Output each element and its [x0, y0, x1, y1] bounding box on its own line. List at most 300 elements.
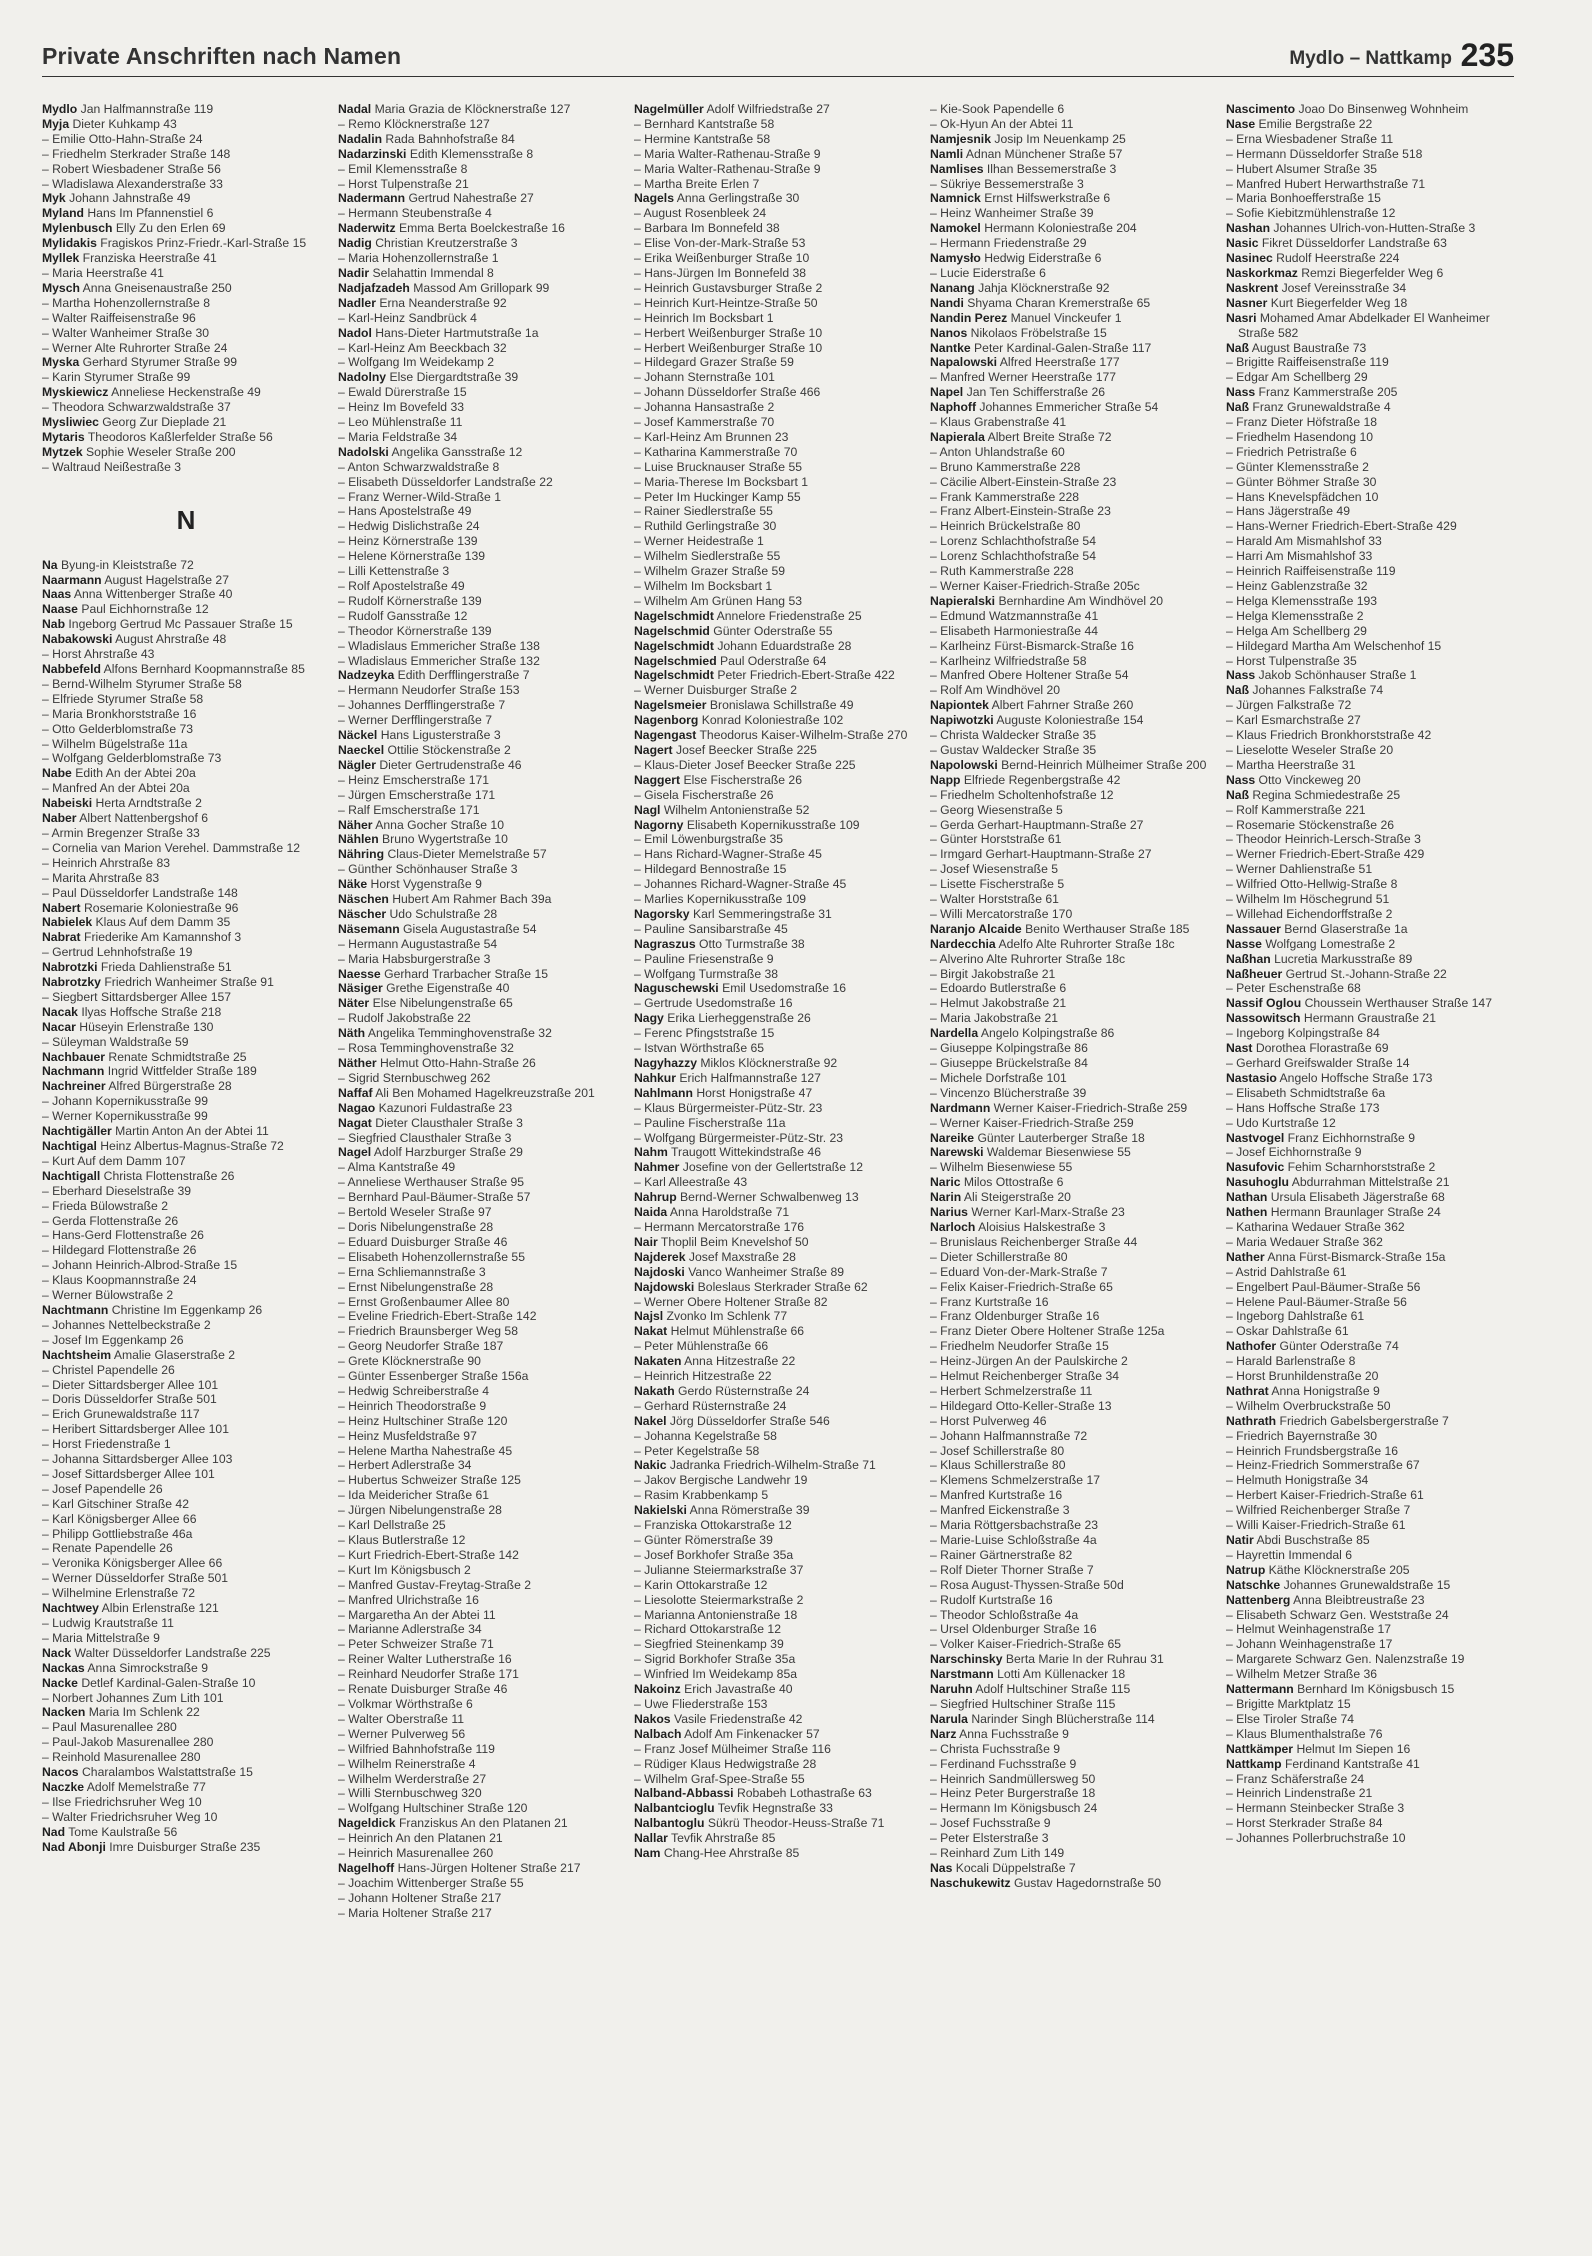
entry-details: – Manfred Ulrichstraße 16	[338, 1592, 479, 1607]
entry-details: – Friedhelm Hasendong 10	[1226, 429, 1374, 444]
entry-details: – Ingeborg Dahlstraße 61	[1226, 1309, 1365, 1324]
entry-details: – Kurt Friedrich-Ebert-Straße 142	[338, 1547, 519, 1562]
entry-details: – Heinrich Theodorstraße 9	[338, 1398, 487, 1413]
directory-entry	[1226, 1473, 1514, 1488]
entry-details: – Giuseppe Kolpingstraße 86	[930, 1041, 1088, 1056]
entry-details: – Wilhelm Bügelstraße 11a	[42, 736, 188, 751]
entry-details: Grethe Eigenstraße 40	[386, 981, 510, 996]
directory-entry	[42, 162, 330, 177]
entry-surname: Myk	[42, 191, 66, 206]
directory-entry	[1226, 1160, 1514, 1175]
directory-entry	[930, 773, 1218, 788]
entry-details: Elly Zu den Erlen 69	[115, 221, 226, 236]
directory-entry	[1226, 698, 1514, 713]
entry-details: – Elisabeth Schwarz Gen. Weststraße 24	[1226, 1607, 1449, 1622]
directory-entry	[634, 1220, 922, 1235]
directory-entry	[634, 1503, 922, 1518]
entry-surname: Nanang	[930, 280, 975, 295]
directory-entry	[634, 1652, 922, 1667]
directory-entry	[1226, 1235, 1514, 1250]
directory-entry	[634, 1578, 922, 1593]
entry-surname: Nakoinz	[634, 1682, 681, 1697]
entry-surname: Najderek	[634, 1249, 686, 1264]
entry-details: Udo Schulstraße 28	[389, 906, 498, 921]
entry-details: – Eveline Friedrich-Ebert-Straße 142	[338, 1309, 537, 1324]
entry-details: – Werner Kaiser-Friedrich-Straße 259	[930, 1115, 1134, 1130]
entry-surname: Nathofer	[1226, 1339, 1277, 1354]
directory-entry	[42, 266, 330, 281]
entry-details: – Karl Gitschiner Straße 42	[42, 1496, 189, 1511]
entry-surname: Nam	[634, 1846, 661, 1861]
directory-entry	[634, 177, 922, 192]
directory-entry	[338, 1667, 626, 1682]
entry-surname: Näckel	[338, 728, 378, 743]
directory-entry	[634, 862, 922, 877]
entry-surname: Nagelschmidt	[634, 608, 714, 623]
entry-details: – Manfred Hubert Herwarthstraße 71	[1226, 176, 1426, 191]
entry-details: – Hans Knevelspfädchen 10	[1226, 489, 1379, 504]
entry-details: Gerhard Styrumer Straße 99	[82, 355, 238, 370]
directory-entry	[1226, 1220, 1514, 1235]
entry-details: – Luise Brucknauser Straße 55	[634, 459, 803, 474]
directory-entry	[338, 1891, 626, 1906]
entry-surname: Nabert	[42, 900, 81, 915]
directory-entry	[634, 743, 922, 758]
entry-details: – Gerhard Greifswalder Straße 14	[1226, 1056, 1410, 1070]
directory-entry	[634, 102, 922, 117]
entry-details: – Franz Dieter Höfstraße 18	[1226, 415, 1378, 430]
directory-entry	[338, 1682, 626, 1697]
entry-details: – Hans Jägerstraße 49	[1226, 504, 1350, 519]
directory-entry	[634, 236, 922, 251]
entry-details: Johannes Grunewaldstraße 15	[1283, 1577, 1451, 1592]
directory-entry	[1226, 818, 1514, 833]
entry-surname: Nassauer	[1226, 921, 1281, 936]
entry-details: – Cäcilie Albert-Einstein-Straße 23	[930, 474, 1117, 489]
directory-entry	[42, 796, 330, 811]
directory-entry	[42, 587, 330, 602]
entry-details: Theodoros Kaßlerfelder Straße 56	[87, 429, 273, 444]
entry-surname: Namokel	[930, 221, 981, 236]
directory-entry	[930, 1876, 1218, 1891]
directory-entry	[42, 1064, 330, 1079]
directory-entry	[42, 1258, 330, 1273]
directory-entry	[634, 1816, 922, 1831]
directory-entry	[42, 430, 330, 445]
directory-entry	[42, 915, 330, 930]
entry-details: – Helga Klemensstraße 193	[1226, 593, 1378, 608]
entry-details: Choussein Werthauser Straße 147	[1304, 996, 1492, 1011]
directory-entry	[1226, 1414, 1514, 1429]
entry-details: – Friedhelm Neudorfer Straße 15	[930, 1339, 1109, 1354]
directory-entry	[930, 1265, 1218, 1280]
directory-entry	[930, 1831, 1218, 1846]
directory-entry	[338, 221, 626, 236]
entry-details: – Rolf Am Windhövel 20	[930, 683, 1061, 698]
directory-entry	[1226, 1608, 1514, 1623]
entry-details: Albert Breite Straße 72	[987, 429, 1112, 444]
directory-entry	[42, 1214, 330, 1229]
entry-details: Tevfik Hegnstraße 33	[717, 1801, 833, 1816]
entry-details: – Alverino Alte Ruhrorter Straße 18c	[930, 951, 1126, 966]
entry-details: – Veronika Königsberger Allee 66	[42, 1556, 223, 1571]
entry-details: – Siegfried Hultschiner Straße 115	[930, 1696, 1116, 1711]
entry-surname: Nalbantcioglu	[634, 1801, 715, 1816]
entry-details: Albert Nattenbergshof 6	[79, 811, 208, 826]
directory-entry	[42, 1720, 330, 1735]
entry-details: – Harald Barlenstraße 8	[1226, 1354, 1356, 1369]
directory-entry	[42, 841, 330, 856]
entry-details: – Franz Albert-Einstein-Straße 23	[930, 504, 1111, 519]
entry-details: – Philipp Gottliebstraße 46a	[42, 1526, 193, 1541]
entry-details: – Hermine Kantstraße 58	[634, 131, 771, 146]
entry-surname: Nagelsmeier	[634, 698, 707, 713]
entry-surname: Naeckel	[338, 742, 385, 757]
entry-details: Rudolf Heerstraße 224	[1276, 251, 1400, 266]
entry-details: – Ursel Oldenburger Straße 16	[930, 1622, 1097, 1637]
entry-details: – Willehad Eichendorffstraße 2	[1226, 906, 1393, 921]
entry-details: Friederike Am Kamannshof 3	[84, 930, 242, 945]
entry-details: – Josef Borkhofer Straße 35a	[634, 1547, 794, 1562]
entry-surname: Naczke	[42, 1779, 85, 1794]
directory-entry	[634, 698, 922, 713]
directory-entry	[42, 573, 330, 588]
entry-details: – Maria Heerstraße 41	[42, 265, 164, 280]
entry-details: – Horst Brunhildenstraße 20	[1226, 1369, 1379, 1384]
entry-details: Anna Wittenberger Straße 40	[73, 587, 233, 602]
directory-entry	[42, 1840, 330, 1855]
directory-entry	[338, 1324, 626, 1339]
entry-surname: Nasse	[1226, 936, 1262, 951]
directory-entry	[1226, 654, 1514, 669]
entry-details: – Sofie Kiebitzmühlenstraße 12	[1226, 206, 1396, 221]
entry-details: Alfons Bernhard Koopmannstraße 85	[103, 662, 305, 676]
directory-entry	[930, 698, 1218, 713]
directory-entry	[338, 400, 626, 415]
directory-entry	[338, 1250, 626, 1265]
entry-details: – Kie-Sook Papendelle 6	[930, 102, 1065, 116]
entry-details: Chang-Hee Ahrstraße 85	[663, 1846, 800, 1861]
entry-details: Gerdo Rüsternstraße 24	[678, 1383, 810, 1398]
directory-entry	[42, 1228, 330, 1243]
directory-entry	[338, 251, 626, 266]
entry-surname: Najdowski	[634, 1279, 695, 1294]
directory-entry	[42, 1437, 330, 1452]
entry-details: – Hildegard Otto-Keller-Straße 13	[930, 1398, 1112, 1413]
entry-details: Albert Fahrner Straße 260	[991, 698, 1134, 713]
directory-entry	[338, 1131, 626, 1146]
entry-details: Friedrich Gabelsbergerstraße 7	[1279, 1413, 1449, 1428]
directory-entry	[338, 415, 626, 430]
entry-details: Fragiskos Prinz-Friedr.-Karl-Straße 15	[100, 236, 307, 251]
entry-details: – Elise Von-der-Mark-Straße 53	[634, 236, 806, 251]
entry-details: – Wilhelmine Erlenstraße 72	[42, 1586, 196, 1601]
entry-details: – Elisabeth Düsseldorfer Landstraße 22	[338, 474, 553, 489]
entry-details: – Klaus Koopmannstraße 24	[42, 1273, 197, 1288]
directory-entry	[930, 147, 1218, 162]
entry-details: Johannes Emmericher Straße 54	[979, 400, 1159, 415]
entry-surname: Nachtwey	[42, 1601, 99, 1616]
entry-details: – Peter Schweizer Straße 71	[338, 1637, 494, 1652]
entry-surname: Nagelschmidt	[634, 638, 714, 653]
directory-entry	[634, 1637, 922, 1652]
entry-details: – Johann Kopernikusstraße 99	[42, 1094, 208, 1109]
directory-entry	[338, 1816, 626, 1831]
entry-details: Kazunori Fuldastraße 23	[378, 1100, 513, 1115]
directory-entry	[930, 668, 1218, 683]
entry-surname: Nakat	[634, 1324, 668, 1339]
entry-details: Vanco Wanheimer Straße 89	[688, 1264, 845, 1279]
directory-entry	[42, 1422, 330, 1437]
entry-details: – Hildegard Grazer Straße 59	[634, 355, 794, 370]
entry-details: – Marie-Luise Schloßstraße 4a	[930, 1533, 1097, 1547]
entry-details: Lotti Am Küllenacker 18	[997, 1667, 1126, 1682]
entry-details: Ottilie Stöckenstraße 2	[387, 742, 511, 757]
directory-entry	[338, 818, 626, 833]
entry-surname: Nachtigal	[42, 1139, 97, 1153]
entry-details: – Theodor Schloßstraße 4a	[930, 1607, 1079, 1622]
directory-entry	[634, 579, 922, 594]
entry-details: – Heinz Im Bovefeld 33	[338, 400, 465, 415]
entry-surname: Nagel	[338, 1145, 372, 1160]
entry-details: Walter Düsseldorfer Landstraße 225	[74, 1645, 271, 1660]
entry-details: – Hans Hoffsche Straße 173	[1226, 1100, 1380, 1115]
directory-entry	[338, 1831, 626, 1846]
directory-entry	[338, 1593, 626, 1608]
directory-entry	[42, 1452, 330, 1467]
directory-entry	[42, 460, 330, 475]
entry-details: – Michele Dorfstraße 101	[930, 1070, 1067, 1085]
entry-details: Otto Turmstraße 38	[699, 936, 805, 951]
entry-details: – Walter Raiffeisenstraße 96	[42, 310, 196, 325]
entry-surname: Natir	[1226, 1533, 1254, 1547]
entry-details: – Doris Nibelungenstraße 28	[338, 1219, 494, 1234]
directory-entry	[930, 1175, 1218, 1190]
entry-details: – Josef Kammerstraße 70	[634, 415, 775, 430]
entry-surname: Nagelhoff	[338, 1860, 395, 1875]
entry-details: – Heinz Hultschiner Straße 120	[338, 1413, 508, 1428]
directory-entry	[1226, 236, 1514, 251]
entry-details: – Remo Klöcknerstraße 127	[338, 116, 490, 131]
directory-entry	[634, 937, 922, 952]
entry-details: – Hermann Friedenstraße 29	[930, 236, 1087, 251]
directory-entry	[42, 385, 330, 400]
entry-details: – Wladislaus Emmericher Straße 132	[338, 653, 540, 668]
entry-details: – Helmut Weinhagenstraße 17	[1226, 1622, 1392, 1637]
entry-surname: Nagl	[634, 802, 661, 817]
entry-details: – Günter Essenberger Straße 156a	[338, 1369, 529, 1384]
entry-details: Anna Gneisenaustraße 250	[82, 280, 232, 295]
directory-entry	[930, 221, 1218, 236]
directory-entry	[930, 1682, 1218, 1697]
entry-details: – Oskar Dahlstraße 61	[1226, 1324, 1349, 1339]
directory-entry	[1226, 1816, 1514, 1831]
entry-surname: Naderwitz	[338, 221, 396, 236]
entry-details: – Brigitte Marktplatz 15	[1226, 1696, 1351, 1711]
directory-entry	[338, 1578, 626, 1593]
entry-surname: Nagels	[634, 191, 674, 206]
entry-details: Ali Steigerstraße 20	[963, 1190, 1071, 1205]
entry-details: Joao Do Binsenweg Wohnheim	[1298, 102, 1469, 116]
entry-details: Elfriede Regenbergstraße 42	[963, 772, 1121, 787]
entry-details: Angelika Temminghovenstraße 32	[367, 1026, 552, 1041]
directory-entry	[930, 654, 1218, 669]
entry-details: – Wolfgang Gelderblomstraße 73	[42, 751, 222, 766]
entry-details: Günter Lauterberger Straße 18	[977, 1130, 1145, 1145]
directory-entry	[1226, 1324, 1514, 1339]
entry-details: Paul Eichhornstraße 12	[81, 602, 209, 617]
directory-entry	[338, 1384, 626, 1399]
directory-entry	[42, 1243, 330, 1258]
directory-entry	[1226, 1563, 1514, 1578]
entry-details: – Karin Ottokarstraße 12	[634, 1577, 768, 1592]
entry-details: – Volker Kaiser-Friedrich-Straße 65	[930, 1637, 1122, 1652]
entry-details: – Walter Wanheimer Straße 30	[42, 325, 210, 340]
entry-surname: Nardella	[930, 1026, 979, 1041]
directory-entry	[1226, 1205, 1514, 1220]
entry-details: – Heinz Emscherstraße 171	[338, 772, 490, 787]
entry-details: – Werner Derfflingerstraße 7	[338, 713, 492, 728]
directory-entry	[930, 1622, 1218, 1637]
directory-entry	[1226, 162, 1514, 177]
entry-details: – Johannes Richard-Wagner-Straße 45	[634, 877, 847, 892]
entry-details: Manuel Vinckeufer 1	[1010, 310, 1122, 325]
entry-details: Gerhard Trarbacher Straße 15	[384, 966, 549, 981]
entry-details: Ingeborg Gertrud Mc Passauer Straße 15	[68, 617, 293, 632]
directory-entry	[1226, 1831, 1514, 1846]
directory-entry	[42, 960, 330, 975]
entry-details: Ursula Elisabeth Jägerstraße 68	[1270, 1190, 1445, 1205]
entry-surname: Mysch	[42, 280, 80, 295]
directory-entry	[634, 1205, 922, 1220]
entry-details: Anna Fürst-Bismarck-Straße 15a	[1267, 1249, 1446, 1264]
directory-entry	[930, 1101, 1218, 1116]
entry-surname: Naphoff	[930, 400, 977, 415]
entry-details: – Manfred Eickenstraße 3	[930, 1503, 1070, 1518]
entry-details: Maria Grazia de Klöcknerstraße 127	[374, 102, 571, 116]
entry-details: – Franz Josef Mülheimer Straße 116	[634, 1741, 831, 1756]
directory-entry	[1226, 1622, 1514, 1637]
entry-details: – Heinz Körnerstraße 139	[338, 534, 478, 549]
directory-entry	[42, 617, 330, 632]
entry-surname: Napieralski	[930, 593, 996, 608]
directory-entry	[42, 1512, 330, 1527]
entry-surname: Naesse	[338, 966, 381, 981]
entry-details: – Alma Kantstraße 49	[338, 1160, 456, 1175]
directory-entry	[338, 1414, 626, 1429]
entry-surname: Naskorkmaz	[1226, 265, 1298, 280]
entry-surname: Nadzeyka	[338, 668, 395, 683]
entry-details: – Emil Löwenburgstraße 35	[634, 832, 784, 847]
entry-details: – Paul-Jakob Masurenallee 280	[42, 1735, 214, 1750]
directory-entry	[42, 1765, 330, 1780]
directory-entry	[338, 206, 626, 221]
directory-entry	[930, 1816, 1218, 1831]
directory-entry	[42, 737, 330, 752]
directory-entry	[338, 967, 626, 982]
entry-details: Anna Hitzestraße 22	[684, 1354, 796, 1369]
entry-surname: Napiwotzki	[930, 713, 994, 728]
directory-entry	[634, 1101, 922, 1116]
entry-details: Berta Marie In der Ruhrau 31	[1005, 1652, 1164, 1667]
entry-surname: Naß	[1226, 400, 1250, 415]
entry-surname: Näke	[338, 877, 368, 892]
entry-surname: Nashan	[1226, 221, 1271, 236]
entry-details: Hans Ligusterstraße 3	[380, 728, 501, 743]
directory-entry	[338, 1548, 626, 1563]
entry-details: – Werner Friedrich-Ebert-Straße 429	[1226, 847, 1425, 862]
entry-details: Jan Ten Schifferstraße 26	[966, 385, 1106, 400]
directory-entry	[1226, 1503, 1514, 1518]
entry-details: – Maria Mittelstraße 9	[42, 1630, 160, 1645]
directory-entry	[1226, 549, 1514, 564]
entry-surname: Natschke	[1226, 1577, 1281, 1592]
entry-details: – Ruth Kammerstraße 228	[930, 564, 1074, 579]
entry-details: – Franz Kurtstraße 16	[930, 1294, 1049, 1309]
entry-surname: Nabielek	[42, 915, 93, 930]
directory-entry	[930, 579, 1218, 594]
directory-entry	[930, 937, 1218, 952]
directory-entry	[42, 1392, 330, 1407]
directory-entry	[1226, 832, 1514, 847]
entry-surname: Nass	[1226, 772, 1256, 787]
entry-details: Nikolaos Fröbelstraße 15	[970, 325, 1107, 340]
entry-details: – Josef Im Eggenkamp 26	[42, 1332, 184, 1347]
directory-columns	[42, 102, 1514, 2242]
entry-surname: Nagat	[338, 1115, 372, 1130]
directory-entry	[930, 1131, 1218, 1146]
entry-details: – Wilhelm Werderstraße 27	[338, 1771, 487, 1786]
directory-entry	[634, 251, 922, 266]
entry-details: – Theodor Körnerstraße 139	[338, 623, 492, 638]
entry-details: – Heinz Wanheimer Straße 39	[930, 206, 1094, 221]
entry-details: Bronislawa Schillstraße 49	[709, 698, 854, 713]
entry-details: – Hermann Mercatorstraße 176	[634, 1219, 805, 1234]
directory-entry	[634, 221, 922, 236]
entry-details: – Klaus Friedrich Bronkhorststraße 42	[1226, 728, 1432, 743]
entry-details: – Norbert Johannes Zum Lith 101	[42, 1690, 224, 1705]
entry-details: – Herbert Weißenburger Straße 10	[634, 325, 823, 340]
directory-entry	[42, 326, 330, 341]
entry-details: – Anneliese Werthauser Straße 95	[338, 1175, 525, 1190]
directory-entry	[634, 996, 922, 1011]
directory-entry	[930, 639, 1218, 654]
directory-entry	[634, 162, 922, 177]
directory-entry	[634, 892, 922, 907]
directory-entry	[1226, 445, 1514, 460]
directory-entry	[634, 341, 922, 356]
entry-details: – Johanna Sittardsberger Allee 103	[42, 1452, 233, 1467]
directory-entry	[930, 1220, 1218, 1235]
directory-entry	[634, 1116, 922, 1131]
directory-entry	[338, 1116, 626, 1131]
directory-entry	[1226, 1518, 1514, 1533]
entry-details: Adolf Am Finkenacker 57	[684, 1726, 820, 1741]
entry-details: – Ilse Friedrichsruher Weg 10	[42, 1794, 202, 1809]
entry-details: – Brunislaus Reichenberger Straße 44	[930, 1234, 1138, 1249]
directory-entry	[338, 877, 626, 892]
directory-entry	[338, 1518, 626, 1533]
entry-details: – Dieter Schillerstraße 80	[930, 1249, 1068, 1264]
entry-details: – Wilhelm Im Höschegrund 51	[1226, 892, 1390, 907]
directory-entry	[338, 788, 626, 803]
directory-entry	[930, 1041, 1218, 1056]
entry-details: – Christa Waldecker Straße 35	[930, 728, 1097, 743]
directory-entry	[42, 871, 330, 886]
directory-entry	[42, 1154, 330, 1169]
directory-entry	[930, 266, 1218, 281]
directory-entry	[42, 632, 330, 647]
